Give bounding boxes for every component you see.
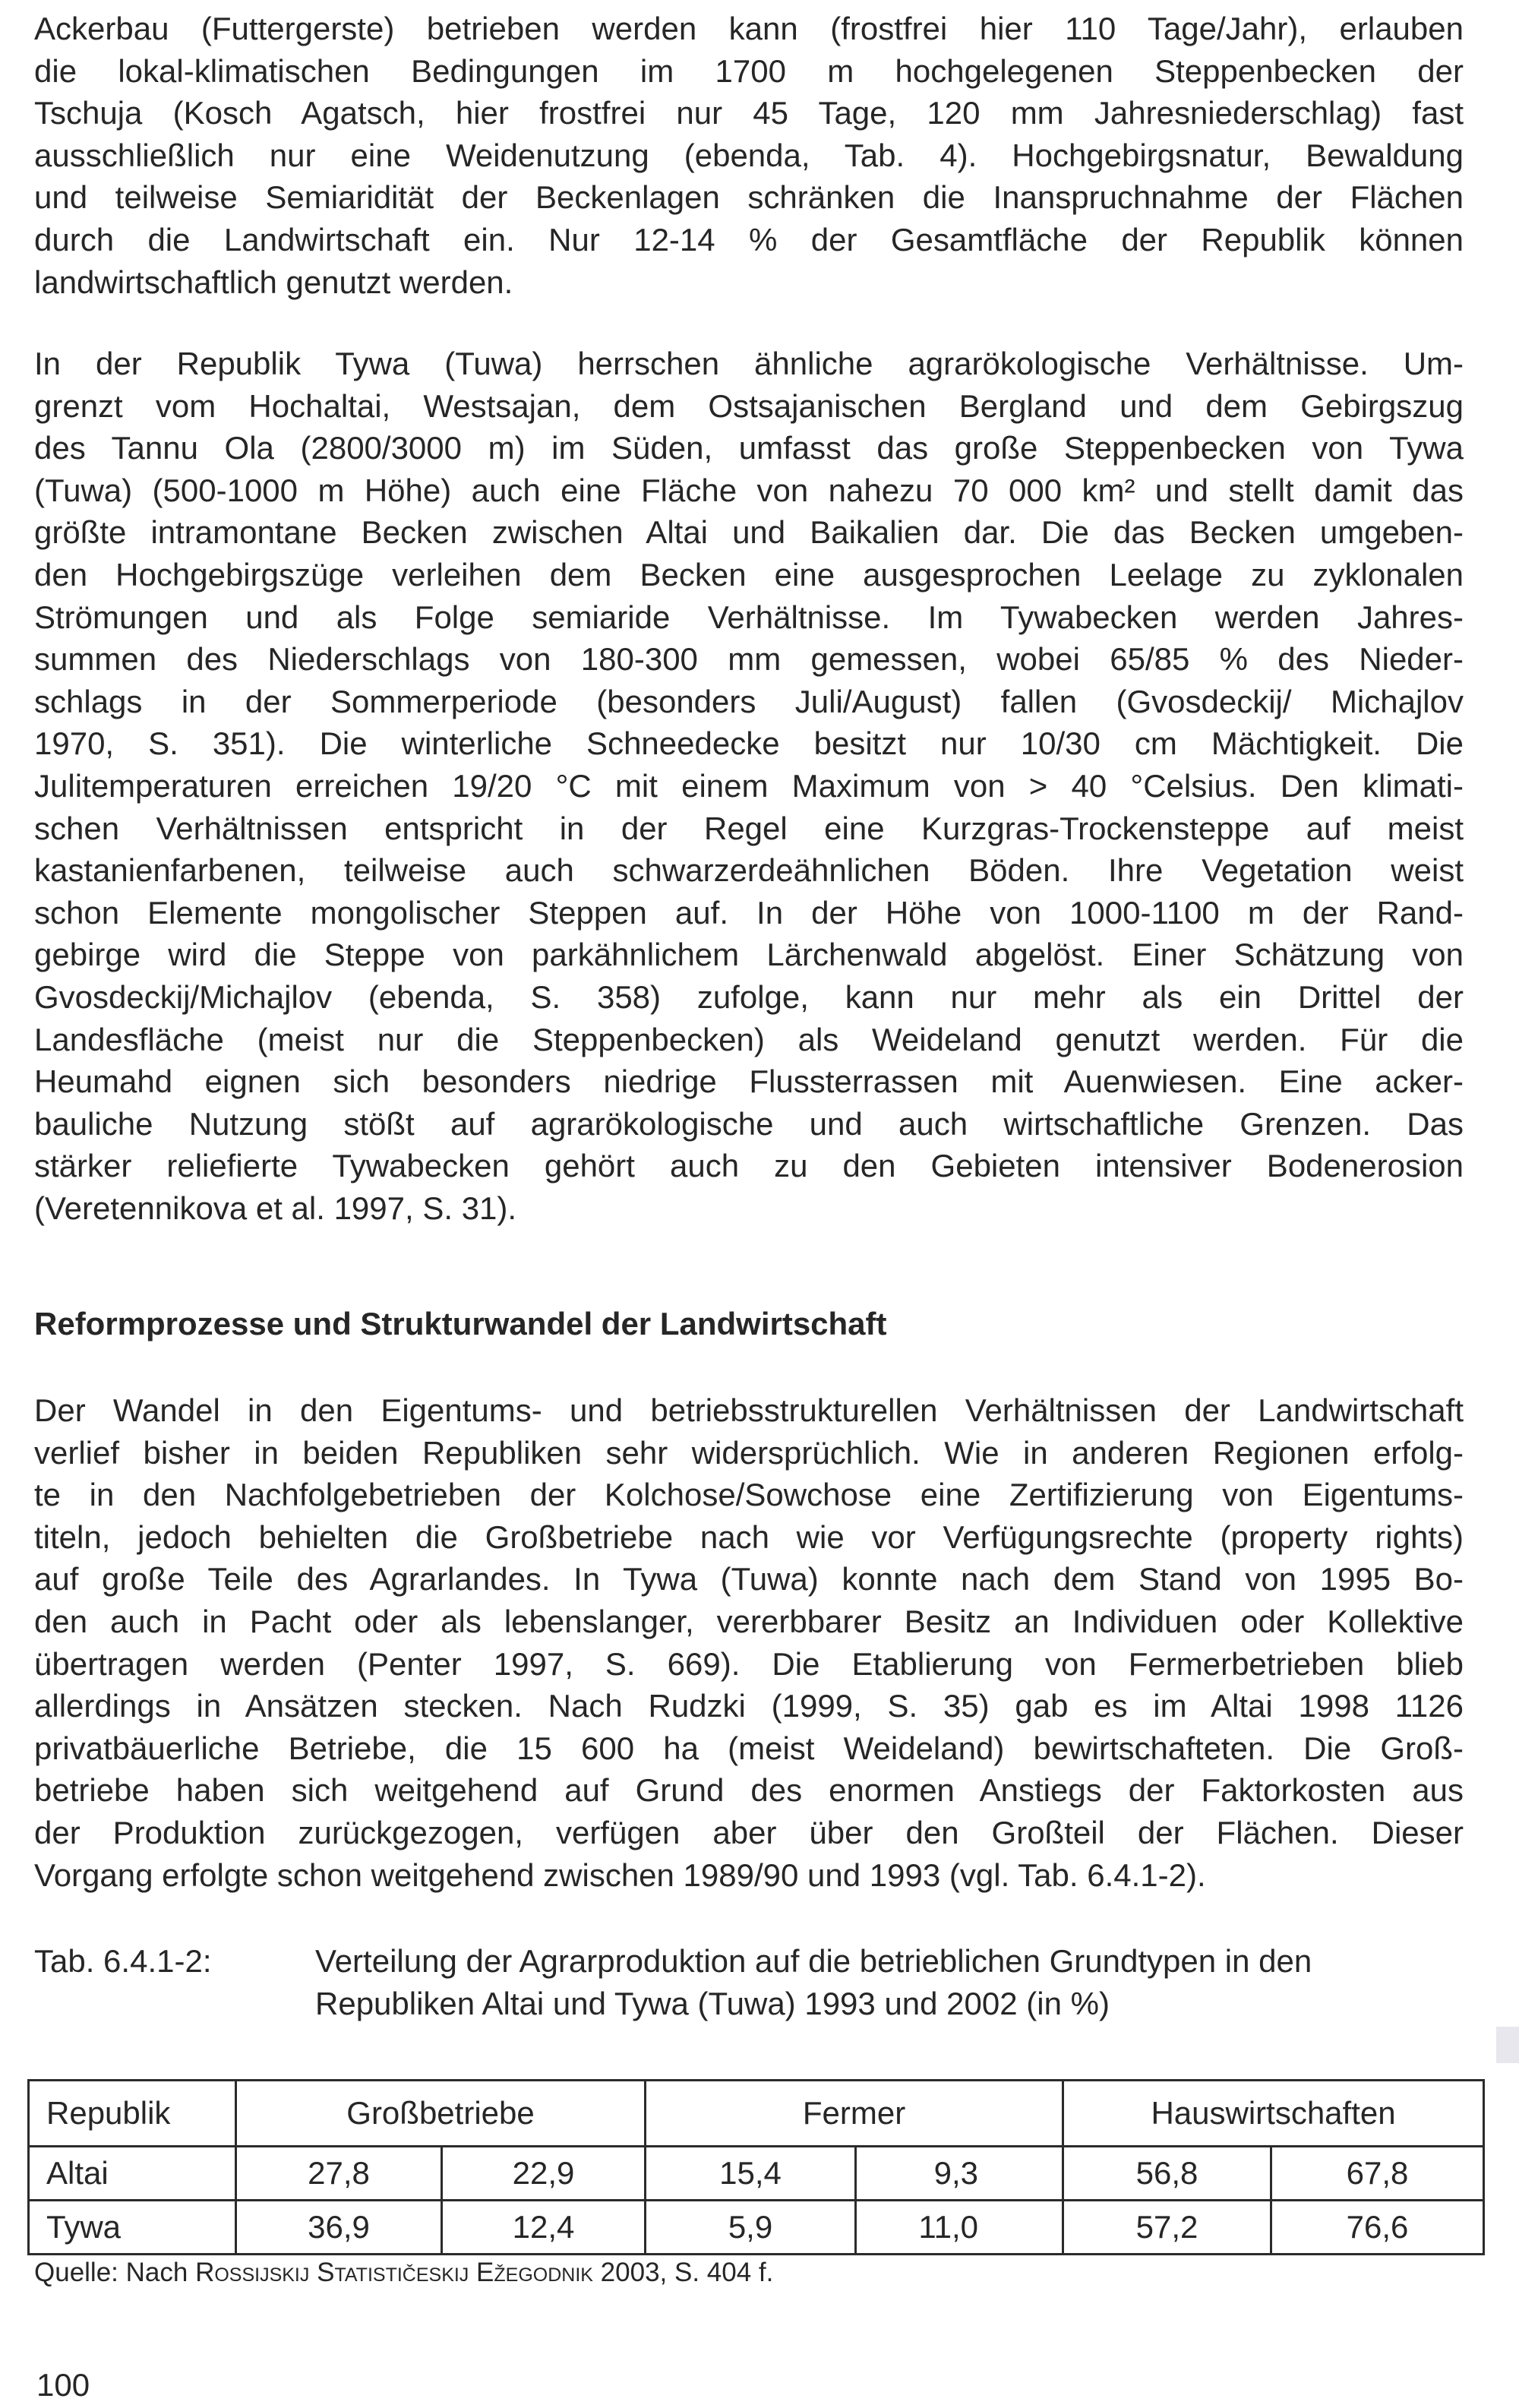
cell-value: 15,4	[646, 2147, 856, 2201]
table-label: Tab. 6.4.1-2:	[34, 1943, 212, 1979]
text-line: Heumahd eignen sich besonders niedrige Flussterrassen mit Auenwiesen. Eine acker-	[34, 1063, 1464, 1100]
text-line: Strömungen und als Folge semiaride Verhältnisse. Im Tywabecken werden Jahres-	[34, 599, 1464, 635]
text-line: den auch in Pacht oder als lebenslanger, vererbbarer Besitz an Individuen oder Kollektive	[34, 1603, 1464, 1639]
table-row	[29, 2201, 1484, 2255]
text-line: Tschuja (Kosch Agatsch, hier frostfrei nur 45 Tage, 120 mm Jahresniederschlag) fast	[34, 95, 1464, 131]
table-header-row	[29, 2081, 1484, 2147]
text-line: Der Wandel in den Eigentums- und betriebsstrukturellen Verhältnissen der Landwirtschaft	[34, 1392, 1464, 1428]
text-line: gebirge wird die Steppe von parkähnlichem Lärchenwald abgelöst. Einer Schätzung von	[34, 937, 1464, 973]
text-line: te in den Nachfolgebetrieben der Kolchose/Sowchose eine Zertifizierung von Eigentums-	[34, 1477, 1464, 1513]
text-line: summen des Niederschlags von 180-300 mm gemessen, wobei 65/85 % des Nieder-	[34, 641, 1464, 678]
scan-artifact	[1496, 2027, 1519, 2063]
text-line: betriebe haben sich weitgehend auf Grund des enormen Anstiegs der Faktorkosten aus	[34, 1772, 1464, 1809]
text-line: Ackerbau (Futtergerste) betrieben werden kann (frostfrei hier 110 Tage/Jahr), erlauben	[34, 11, 1464, 46]
text-line: übertragen werden (Penter 1997, S. 669). Die Etablierung von Fermerbetrieben blieb	[34, 1645, 1464, 1682]
agrarproduktion-table	[27, 2079, 1485, 2255]
text-line: stärker reliefierte Tywabecken gehört auch zu den Gebieten intensiver Bodenerosion	[34, 1148, 1464, 1184]
header-hauswirtschaften: Hauswirtschaften	[1063, 2081, 1484, 2147]
header-grossbetriebe: Großbetriebe	[236, 2081, 646, 2147]
text-line: durch die Landwirtschaft ein. Nur 12-14 % der Gesamtfläche der Republik können	[34, 221, 1464, 258]
cell-value: 9,3	[856, 2147, 1063, 2201]
caption-line: Verteilung der Agrarproduktion auf die betrieblichen Grundtypen in den	[315, 1943, 1312, 1979]
source-suffix: 2003, S. 404 f.	[592, 2258, 774, 2287]
page-number: 100	[36, 2367, 90, 2403]
text-line: kastanienfarbenen, teilweise auch schwarzerdeähnlichen Böden. Ihre Vegetation weist	[34, 852, 1464, 889]
text-line: schen Verhältnissen entspricht in der Regel eine Kurzgras-Trockensteppe auf meist	[34, 810, 1464, 846]
cell-value: 67,8	[1271, 2147, 1484, 2201]
paragraph-2	[34, 343, 1464, 1229]
source-title: Rossijskij Statističeskij Ežegodnik	[195, 2258, 593, 2287]
text-line: größte intramontane Becken zwischen Altai und Baikalien dar. Die das Becken umgeben-	[34, 514, 1464, 551]
text-line: den Hochgebirgszüge verleihen dem Becken eine ausgesprochen Leelage zu zyklonalen	[34, 556, 1464, 593]
header-republik: Republik	[29, 2081, 236, 2147]
text-line: titeln, jedoch behielten die Großbetriebe nach wie vor Verfügungsrechte (property rights)	[34, 1518, 1464, 1555]
text-line: bauliche Nutzung stößt auf agrarökologische und auch wirtschaftliche Grenzen. Das	[34, 1105, 1464, 1142]
text-line: In der Republik Tywa (Tuwa) herrschen ähnliche agrarökologische Verhältnisse. Um-	[34, 346, 1464, 381]
cell-value: 11,0	[856, 2201, 1063, 2255]
text-line: schon Elemente mongolischer Steppen auf. In der Höhe von 1000-1100 m der Rand-	[34, 894, 1464, 931]
text-line: Vorgang erfolgte schon weitgehend zwischen 1989/90 und 1993 (vgl. Tab. 6.4.1-2).	[34, 1857, 1206, 1893]
paragraph-1	[34, 8, 1464, 303]
text-line: die lokal-klimatischen Bedingungen im 1700 m hochgelegenen Steppenbecken der	[34, 52, 1464, 89]
text-line: Julitemperaturen erreichen 19/20 °C mit einem Maximum von > 40 °Celsius. Den klimati-	[34, 767, 1464, 804]
text-line: und teilweise Semiaridität der Beckenlagen schränken die Inanspruchnahme der Flächen	[34, 179, 1464, 216]
table-row	[29, 2147, 1484, 2201]
cell-value: 5,9	[646, 2201, 856, 2255]
cell-republik: Altai	[29, 2147, 236, 2201]
text-line: allerdings in Ansätzen stecken. Nach Rudzki (1999, S. 35) gab es im Altai 1998 1126	[34, 1688, 1464, 1724]
text-line: Landesfläche (meist nur die Steppenbecken) als Weideland genutzt werden. Für die	[34, 1021, 1464, 1057]
text-line: des Tannu Ola (2800/3000 m) im Süden, umfasst das große Steppenbecken von Tywa	[34, 430, 1464, 466]
header-fermer: Fermer	[646, 2081, 1063, 2147]
cell-value: 57,2	[1063, 2201, 1271, 2255]
text-line: (Tuwa) (500-1000 m Höhe) auch eine Fläche von nahezu 70 000 km² und stellt damit das	[34, 472, 1464, 508]
cell-value: 27,8	[236, 2147, 442, 2201]
cell-value: 22,9	[442, 2147, 646, 2201]
text-line: ausschließlich nur eine Weidenutzung (ebenda, Tab. 4). Hochgebirgsnatur, Bewaldung	[34, 137, 1464, 173]
cell-value: 36,9	[236, 2201, 442, 2255]
cell-value: 56,8	[1063, 2147, 1271, 2201]
section-heading: Reformprozesse und Strukturwandel der Landwirtschaft	[34, 1306, 887, 1341]
text-line: verlief bisher in beiden Republiken sehr widersprüchlich. Wie in anderen Regionen erfolg-	[34, 1434, 1464, 1471]
text-line: landwirtschaftlich genutzt werden.	[34, 264, 513, 300]
text-line: grenzt vom Hochaltai, Westsajan, dem Ostsajanischen Bergland und dem Gebirgszug	[34, 387, 1464, 424]
text-line: privatbäuerliche Betriebe, die 15 600 ha (meist Weideland) bewirtschafteten. Die Groß-	[34, 1730, 1464, 1766]
text-line: schlags in der Sommerperiode (besonders Juli/August) fallen (Gvosdeckij/ Michajlov	[34, 683, 1464, 719]
caption-line: Republiken Altai und Tywa (Tuwa) 1993 und 2002 (in %)	[315, 1985, 1110, 2021]
cell-value: 76,6	[1271, 2201, 1484, 2255]
text-line: 1970, S. 351). Die winterliche Schneedecke besitzt nur 10/30 cm Mächtigkeit. Die	[34, 725, 1464, 762]
text-line: Gvosdeckij/Michajlov (ebenda, S. 358) zufolge, kann nur mehr als ein Drittel der	[34, 978, 1464, 1015]
text-line: auf große Teile des Agrarlandes. In Tywa (Tuwa) konnte nach dem Stand von 1995 Bo-	[34, 1561, 1464, 1597]
paragraph-3	[34, 1389, 1464, 1896]
cell-republik: Tywa	[29, 2201, 236, 2255]
source-prefix: Quelle: Nach	[34, 2258, 196, 2287]
text-line: der Produktion zurückgezogen, verfügen aber über den Großteil der Flächen. Dieser	[34, 1814, 1464, 1850]
table-caption-text	[315, 1940, 1470, 2024]
cell-value: 12,4	[442, 2201, 646, 2255]
table-source	[34, 2256, 773, 2289]
text-line: (Veretennikova et al. 1997, S. 31).	[34, 1190, 517, 1226]
